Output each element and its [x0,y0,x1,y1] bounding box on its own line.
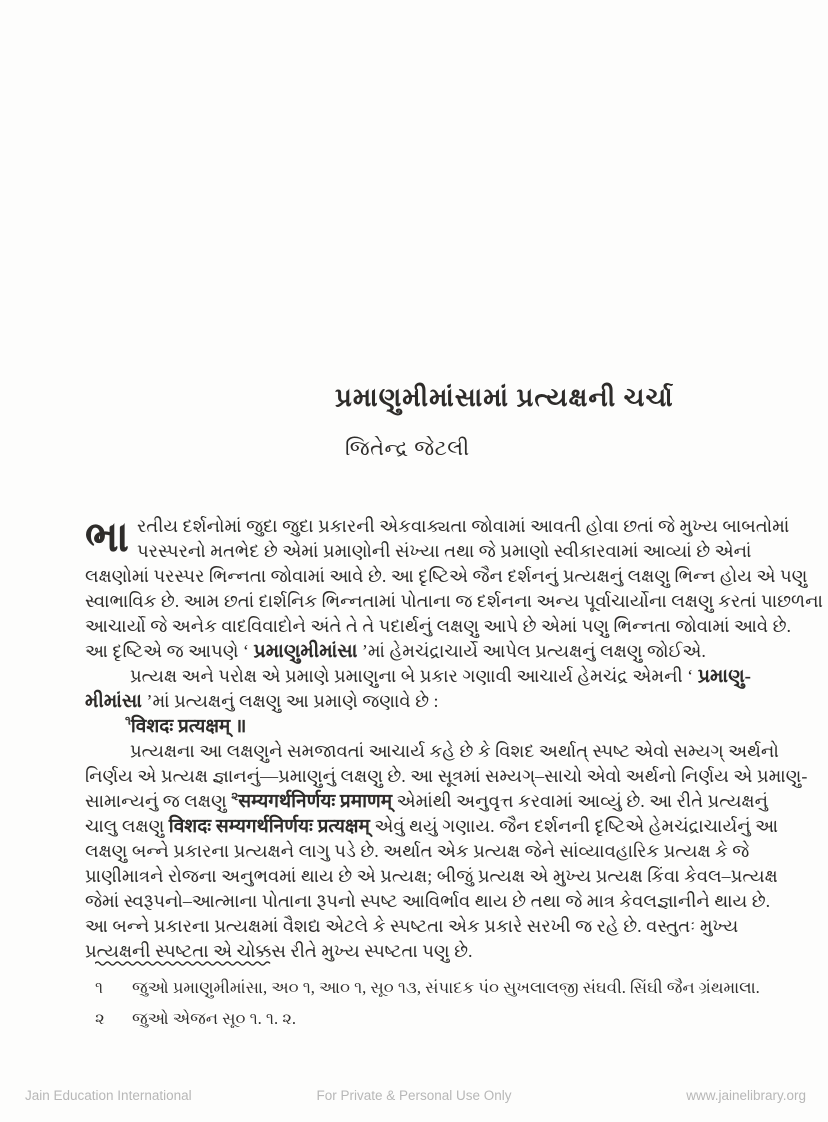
body-line: નિર્ણય એ પ્રત્યક્ષ જ્ઞાનનું—પ્રમાણુનું લક્ષણુ છે. આ સૂત્રમાં સમ્યગ્–સાચો એવો અર્થનો નિર્ણય એ પ્રમાણુ- [85,766,808,786]
sutra-quotation [85,714,757,739]
paragraph-2 [85,664,757,714]
book-title-emphasis: પ્રમાણુમીમાંસા [253,641,358,662]
body-text-segment: ’માં હેમચંદ્રાચાર્યે આપેલ પ્રત્યક્ષનું લક્ષણુ જોઈએ. [357,641,706,661]
body-line: લક્ષણુ બન્ને પ્રકારના પ્રત્યક્ષને લાગુ પડે છે. અર્થાત એક પ્રત્યક્ષ જેને સાંવ્યાવહારિક પ્રત્યક્ષ કે જે [85,841,750,861]
body-line: આચાર્યો જે અનેક વાદવિવાદોને અંતે તે તે પદાર્થનું લક્ષણુ આપે છે એમાં પણુ ભિન્નતા જોવામાં આવે છે. [85,616,792,636]
body-line: પ્રત્યક્ષની સ્પષ્ટતા એ ચોક્કસ રીતે મુખ્ય સ્પષ્ટતા પણુ છે. [85,941,473,961]
sutra-text: विशदः प्रत्यक्षम् ॥ [130,716,247,737]
body-text-segment: એવું થયું ગણાય. જૈન દર્શનની દૃષ્ટિએ હેમચંદ્રાચાર્યનું આ [369,816,779,836]
body-line: પરસ્પરનો મતભેદ છે એમાં પ્રમાણોની સંખ્યા તથા જે પ્રમાણો સ્વીકારવામાં આવ્યાં છે એનાં [137,541,752,561]
body-line: પ્રત્યક્ષના આ લક્ષણુને સમજાવતાં આચાર્ય કહે છે કે વિશદ અર્થાત્ સ્પષ્ટ એવો સમ્યગ્ અર્થનો [130,741,779,761]
body-line: જેમાં સ્વરૂપનો–આત્માના પોતાના રૂપનો સ્પષ્ટ આવિર્ભાવ થાય છે તથા જે માત્ર કેવલજ્ઞાનીને થાય છે. [85,891,771,911]
footnote-divider-wavy-rule [95,960,273,966]
body-text-segment: ’માં પ્રત્યક્ષનું લક્ષણુ આ પ્રમાણે જણાવે છે : [141,691,439,711]
scan-footer [0,1088,828,1112]
body-line [85,639,757,664]
body-line: આ બન્ને પ્રકારના પ્રત્યક્ષમાં વૈશદ્ય એટલે કે સ્પષ્ટતા એક પ્રકારે સરખી જ રહે છે. વસ્તુતઃ મુખ્ય [85,916,739,936]
footnote-text: જુઓ એજન સૂ૦ ૧. ૧. ૨. [132,1009,297,1028]
drop-cap: ભા [85,515,129,561]
footnote-reference-mark: ૨ [231,789,239,803]
body-line [85,689,757,714]
body-text-segment: સામાન્યનું જ લક્ષણુ [85,791,232,811]
body-line: સ્વાભાવિક છે. આમ છતાં દાર્શનિક ભિન્નતામાં પોતાના જ દર્શનના અન્ય પૂર્વાચાર્યોના લક્ષણુ કરતાં પાછળના [85,591,823,611]
paragraph-1 [85,514,823,664]
body-line: રતીય દર્શનોમાં જુદા જુદા પ્રકારની એકવાક્યતા જોવામાં આવતી હોવા છતાં જે મુખ્ય બાબતોમાં [137,516,790,536]
footnote-text: જુઓ પ્રમાણુમીમાંસા, અ૦ ૧, આ૦ ૧, સૂ૦ ૧૩, સંપાદક પં૦ સુખલાલજી સંઘવી. સિંઘી જૈન ગ્રંથમાલા. [132,978,760,997]
body-text-segment: ચાલુ લક્ષણુ [85,816,169,836]
footnote-item [85,972,765,1003]
footer-publisher-label: Jain Education International [25,1088,192,1103]
body-line: પ્રાણીમાત્રને રોજના અનુભવમાં થાય છે એ પ્રત્યક્ષ; બીજું પ્રત્યક્ષ એ મુખ્ય પ્રત્યક્ષ કિંવા કેવલ–પ્રત્યક્ષ [85,866,778,886]
footer-website-label: www.jainelibrary.org [686,1088,806,1103]
body-line [85,664,757,689]
author-name: જિતેન્દ્ર જેટલી [345,436,470,460]
body-line [85,789,768,814]
article-title: પ્રમાણુમીમાંસામાં પ્રત્યક્ષની ચર્ચા [335,383,674,413]
sanskrit-emphasis: विशदः सम्यगर्थनिर्णयः प्रत्यक्षम् [168,816,370,837]
body-line: લક્ષણોમાં પરસ્પર ભિન્નતા જોવામાં આવે છે. આ દૃષ્ટિએ જૈન દર્શનનું પ્રત્યક્ષનું લક્ષણુ ભિન્ન હોય એ પણુ [85,566,808,586]
footnote-number: ૨ [95,1009,105,1028]
footer-usage-notice: For Private & Personal Use Only [316,1088,512,1103]
body-text-segment: એમાંથી અનુવૃત્ત કરવામાં આવ્યું છે. આ રીતે પ્રત્યક્ષનું [392,791,768,811]
book-title-emphasis: મીમાંસા [85,691,142,712]
book-title-emphasis: પ્રમાણુ- [697,666,751,687]
footnotes-section [85,972,765,1034]
sanskrit-emphasis: सम्यगर्थनिर्णयः प्रमाणम् [238,791,393,812]
footnote-reference-mark: ૧ [125,713,131,728]
body-line [85,814,779,839]
body-text-column [85,514,823,964]
body-text-segment: પ્રત્યક્ષ અને પરોક્ષ એ પ્રમાણે પ્રમાણુના બે પ્રકાર ગણાવી આચાર્ય હેમચંદ્ર એમની ‘ [130,666,698,686]
footnote-number: ૧ [95,978,104,997]
body-text-segment: આ દૃષ્ટિએ જ આપણે ‘ [85,641,254,661]
footnote-item [85,1003,765,1034]
paragraph-3 [85,739,808,964]
